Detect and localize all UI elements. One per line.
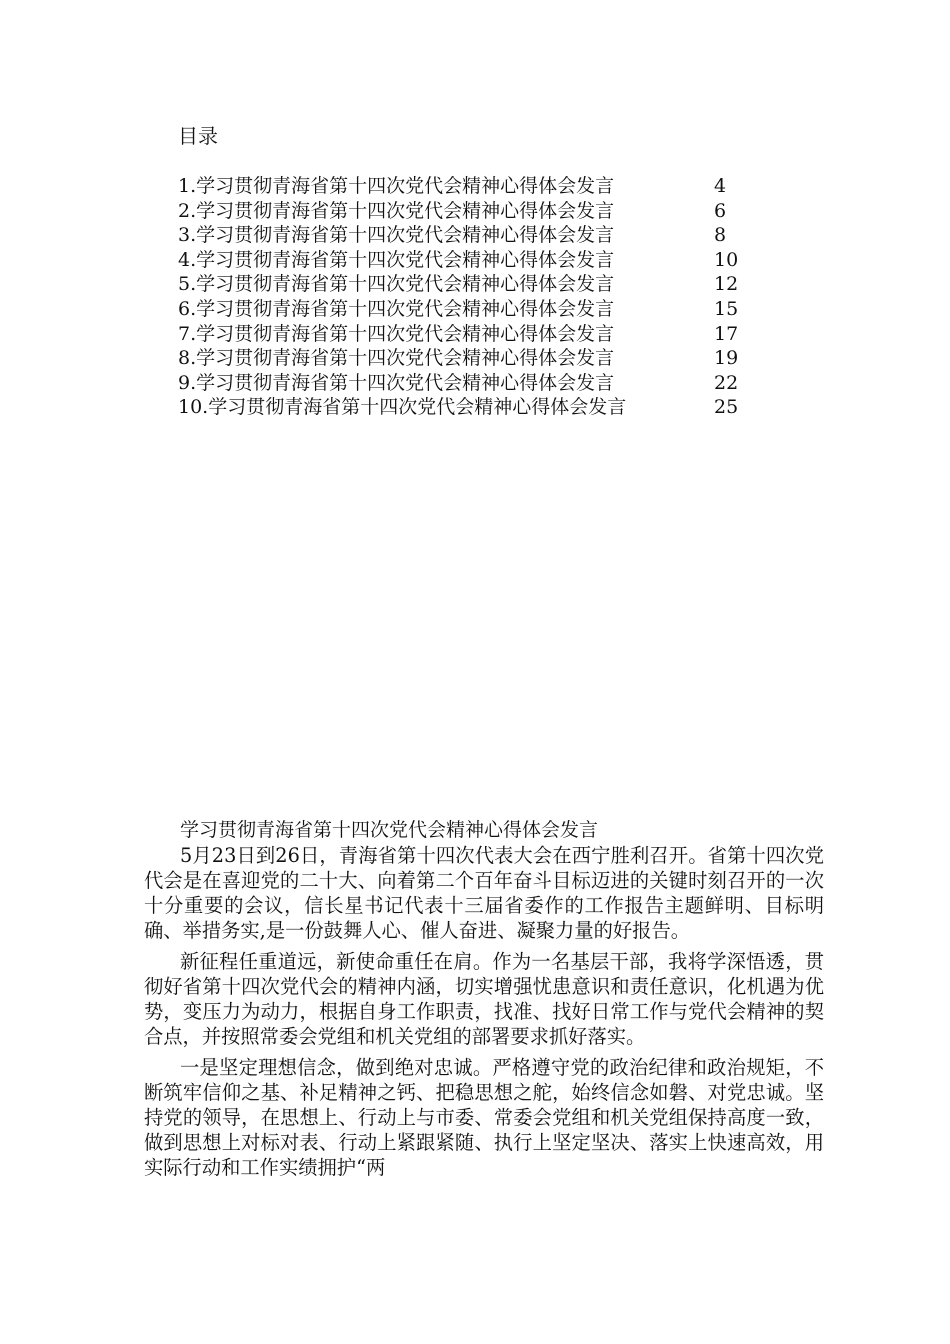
article bbox=[144, 818, 824, 1186]
table-of-contents bbox=[178, 122, 778, 420]
toc-entry[interactable] bbox=[178, 297, 778, 322]
toc-entry-page: 12 bbox=[714, 273, 739, 296]
toc-entry[interactable] bbox=[178, 199, 778, 224]
toc-entry[interactable] bbox=[178, 371, 778, 396]
toc-entry-page: 19 bbox=[714, 347, 739, 370]
toc-entry-label: 5.学习贯彻青海省第十四次党代会精神心得体会发言 bbox=[178, 273, 615, 296]
toc-entry-page: 6 bbox=[714, 199, 727, 222]
toc-entry[interactable] bbox=[178, 248, 778, 273]
toc-entry-label: 4.学习贯彻青海省第十四次党代会精神心得体会发言 bbox=[178, 248, 615, 271]
toc-entry[interactable] bbox=[178, 174, 778, 199]
toc-title: 目录 bbox=[178, 124, 218, 148]
toc-entry-label: 3.学习贯彻青海省第十四次党代会精神心得体会发言 bbox=[178, 224, 615, 247]
toc-entry-label: 7.学习贯彻青海省第十四次党代会精神心得体会发言 bbox=[178, 322, 615, 345]
toc-entry-page: 17 bbox=[714, 322, 739, 345]
toc-entry-page: 4 bbox=[714, 175, 727, 197]
toc-entry[interactable] bbox=[178, 395, 778, 420]
toc-entry[interactable] bbox=[178, 272, 778, 297]
toc-entry-page: 10 bbox=[714, 248, 739, 271]
toc-entry-page: 25 bbox=[714, 396, 739, 419]
toc-entry-label: 2.学习贯彻青海省第十四次党代会精神心得体会发言 bbox=[178, 199, 615, 222]
toc-entry-label: 8.学习贯彻青海省第十四次党代会精神心得体会发言 bbox=[178, 347, 615, 370]
toc-entry-label: 1.学习贯彻青海省第十四次党代会精神心得体会发言 bbox=[178, 175, 615, 197]
toc-entry-label: 6.学习贯彻青海省第十四次党代会精神心得体会发言 bbox=[178, 297, 615, 320]
toc-entry-label: 10.学习贯彻青海省第十四次党代会精神心得体会发言 bbox=[178, 396, 627, 419]
toc-entry-label: 9.学习贯彻青海省第十四次党代会精神心得体会发言 bbox=[178, 371, 615, 394]
toc-entry-page: 15 bbox=[714, 297, 739, 320]
toc-entry[interactable] bbox=[178, 322, 778, 347]
article-paragraph: 新征程任重道远，新使命重任在肩。作为一名基层干部，我将学深悟透，贯彻好省第十四次党代会的精神内涵，切实增强忧患意识和责任意识，化机遇为优势，变压力为动力，根据自身工作职责，找准、找好日常工作与党代会精神的契合点，并按照常委会党组和机关党组的部署要求抓好落实。 bbox=[144, 950, 824, 1048]
toc-entry-page: 22 bbox=[714, 371, 739, 394]
article-paragraph: 一是坚定理想信念，做到绝对忠诚。严格遵守党的政治纪律和政治规矩，不断筑牢信仰之基、补足精神之钙、把稳思想之舵，始终信念如磐、对党忠诚。坚持党的领导，在思想上、行动上与市委、常委会党组和机关党组保持高度一致，做到思想上对标对表、行动上紧跟紧随、执行上坚定坚决、落实上快速高效，用实际行动和工作实绩拥护“两 bbox=[144, 1056, 824, 1179]
article-title: 学习贯彻青海省第十四次党代会精神心得体会发言 bbox=[180, 819, 599, 841]
article-paragraph: 5月23日到26日，青海省第十四次代表大会在西宁胜利召开。省第十四次党代会是在喜迎党的二十大、向着第二个百年奋斗目标迈进的关键时刻召开的一次十分重要的会议，信长星书记代表十三届省委作的工作报告主题鲜明、目标明确、举措务实,是一份鼓舞人心、催人奋进、凝聚力量的好报告。 bbox=[144, 844, 824, 942]
toc-entry-page: 8 bbox=[714, 224, 727, 247]
toc-entry[interactable] bbox=[178, 223, 778, 248]
toc-entry[interactable] bbox=[178, 346, 778, 371]
